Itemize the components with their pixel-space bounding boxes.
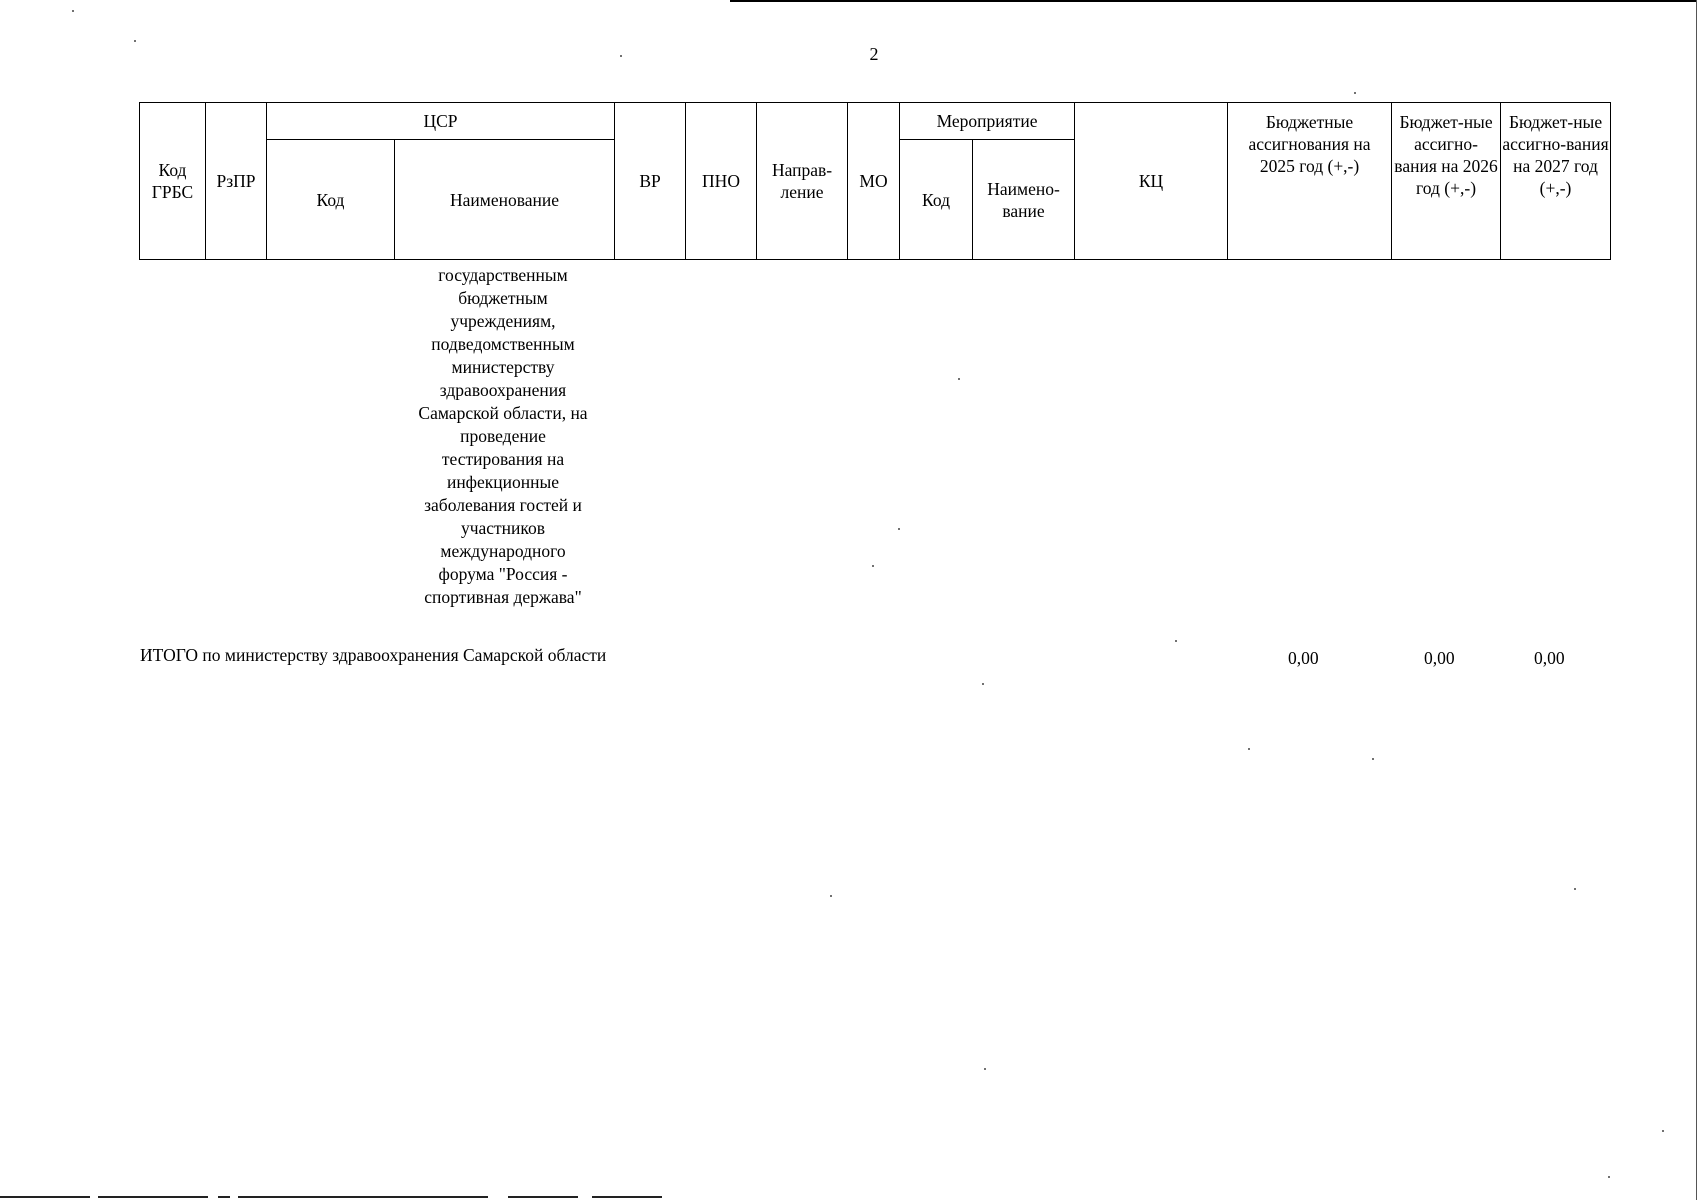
scan-speck (72, 10, 74, 12)
scan-dash-line (218, 1196, 230, 1198)
scan-speck (134, 40, 136, 42)
header-kc: КЦ (1075, 103, 1228, 260)
scan-speck (984, 1068, 986, 1070)
header-event-group: Мероприятие (900, 103, 1075, 140)
scan-speck (872, 565, 874, 567)
header-pno: ПНО (686, 103, 757, 260)
total-value-2026: 0,00 (1424, 648, 1455, 668)
header-kod-grbs: Код ГРБС (140, 103, 206, 260)
header-budget-2027: Бюджет-ные ассигно-вания на 2027 год (+,-) (1501, 103, 1611, 260)
header-rzpr: РзПР (206, 103, 267, 260)
header-direction: Направ-ление (757, 103, 848, 260)
scan-speck (958, 378, 960, 380)
scan-dash-line (0, 1196, 90, 1198)
header-budget-2026: Бюджет-ные ассигно-вания на 2026 год (+,-) (1392, 103, 1501, 260)
total-value-2027: 0,00 (1534, 648, 1565, 668)
header-csr-name: Наименование (395, 140, 615, 260)
header-mo: МО (848, 103, 900, 260)
header-event-name: Наимено-вание (973, 140, 1075, 260)
budget-allocation-table (139, 102, 1611, 260)
scan-dash-line (98, 1196, 208, 1198)
scan-speck (830, 895, 832, 897)
scan-speck (982, 683, 984, 685)
header-event-kod: Код (900, 140, 973, 260)
scan-speck (898, 528, 900, 530)
scan-speck (1248, 748, 1250, 750)
scan-speck (1354, 92, 1356, 94)
page-number: 2 (869, 44, 879, 64)
scan-speck (1175, 640, 1177, 642)
scan-dash-line (238, 1196, 488, 1198)
scan-speck (1372, 758, 1374, 760)
continuation-name-text: государственным бюджетным учреждениям, подведомственным министерству здравоохранения Самарской области, на проведение тестирования на инфекционные заболевания гостей и участников международного форума "Россия - спортивная держава" (418, 265, 588, 607)
scan-speck (1662, 1130, 1664, 1132)
scan-speck (1574, 888, 1576, 890)
header-vr: ВР (615, 103, 686, 260)
total-label: ИТОГО по министерству здравоохранения Самарской области (140, 645, 607, 665)
header-csr-kod: Код (267, 140, 395, 260)
total-value-2025: 0,00 (1288, 648, 1319, 668)
header-csr-group: ЦСР (267, 103, 615, 140)
scan-speck (1608, 1176, 1610, 1178)
top-edge-rule (730, 0, 1697, 2)
scan-speck (620, 55, 622, 57)
scan-dash-line (592, 1196, 662, 1198)
header-budget-2025: Бюджетные ассигнования на 2025 год (+,-) (1228, 103, 1392, 260)
table-header-row (140, 103, 1611, 140)
scan-dash-line (508, 1196, 578, 1198)
